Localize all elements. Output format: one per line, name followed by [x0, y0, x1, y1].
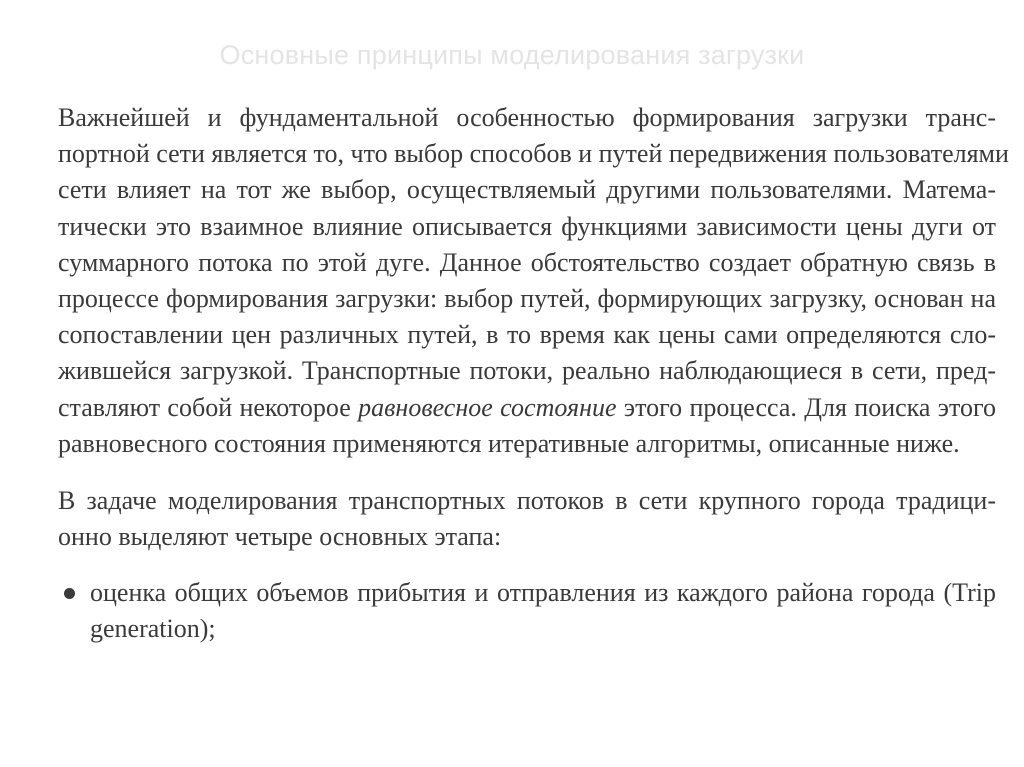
- paragraph-line-with-emphasis: [58, 390, 996, 426]
- emphasis-equilibrium-state: равновесное состояние: [358, 392, 617, 422]
- line-text-after-emphasis: этого процесса. Для поиска этого: [623, 392, 996, 422]
- paragraph-line: сопоставлении цен различных путей, в то время как цены сами определяются сло-: [58, 320, 996, 350]
- slide-content: [58, 100, 1009, 648]
- paragraph-line: онно выделяют четыре основных этапа:: [58, 522, 502, 552]
- paragraph-line: Важнейшей и фундаментальной особенностью формирования загрузки транс-: [58, 103, 996, 132]
- paragraph-line: сети влияет на тот же выбор, осуществляемый другими пользователями. Матема-: [58, 175, 996, 205]
- paragraph-line: портной сети является то, что выбор способов и путей передвижения пользователями: [58, 139, 1009, 169]
- paragraph-line: В задаче моделирования транспортных потоков в сети крупного города традици-: [58, 485, 996, 515]
- paragraph-line: жившейся загрузкой. Транспортные потоки, реально наблюдающиеся в сети, пред-: [58, 356, 996, 386]
- paragraph-line: тически это взаимное влияние описывается функциями зависимости цены дуги от: [58, 211, 996, 241]
- paragraph-four-stages: [58, 483, 996, 555]
- list-item-line: оценка общих объемов прибытия и отправления из каждого района города (Trip: [90, 578, 996, 608]
- bullet-icon: [64, 588, 75, 599]
- paragraph-line: равновесного состояния применяются итеративные алгоритмы, описанные ниже.: [58, 428, 960, 458]
- list-item-line: generation);: [90, 614, 216, 644]
- line-text-before-emphasis: ставляют собой некоторое: [58, 392, 351, 422]
- list-item: [58, 575, 996, 647]
- stages-list: [58, 575, 996, 647]
- paragraph-line: процессе формирования загрузки: выбор путей, формирующих загрузку, основан на: [58, 283, 996, 313]
- slide-title: Основные принципы моделирования загрузки: [219, 40, 805, 70]
- paragraph-loading-equilibrium: [58, 100, 1009, 462]
- paragraph-line: суммарного потока по этой дуге. Данное обстоятельство создает обратную связь в: [58, 247, 996, 277]
